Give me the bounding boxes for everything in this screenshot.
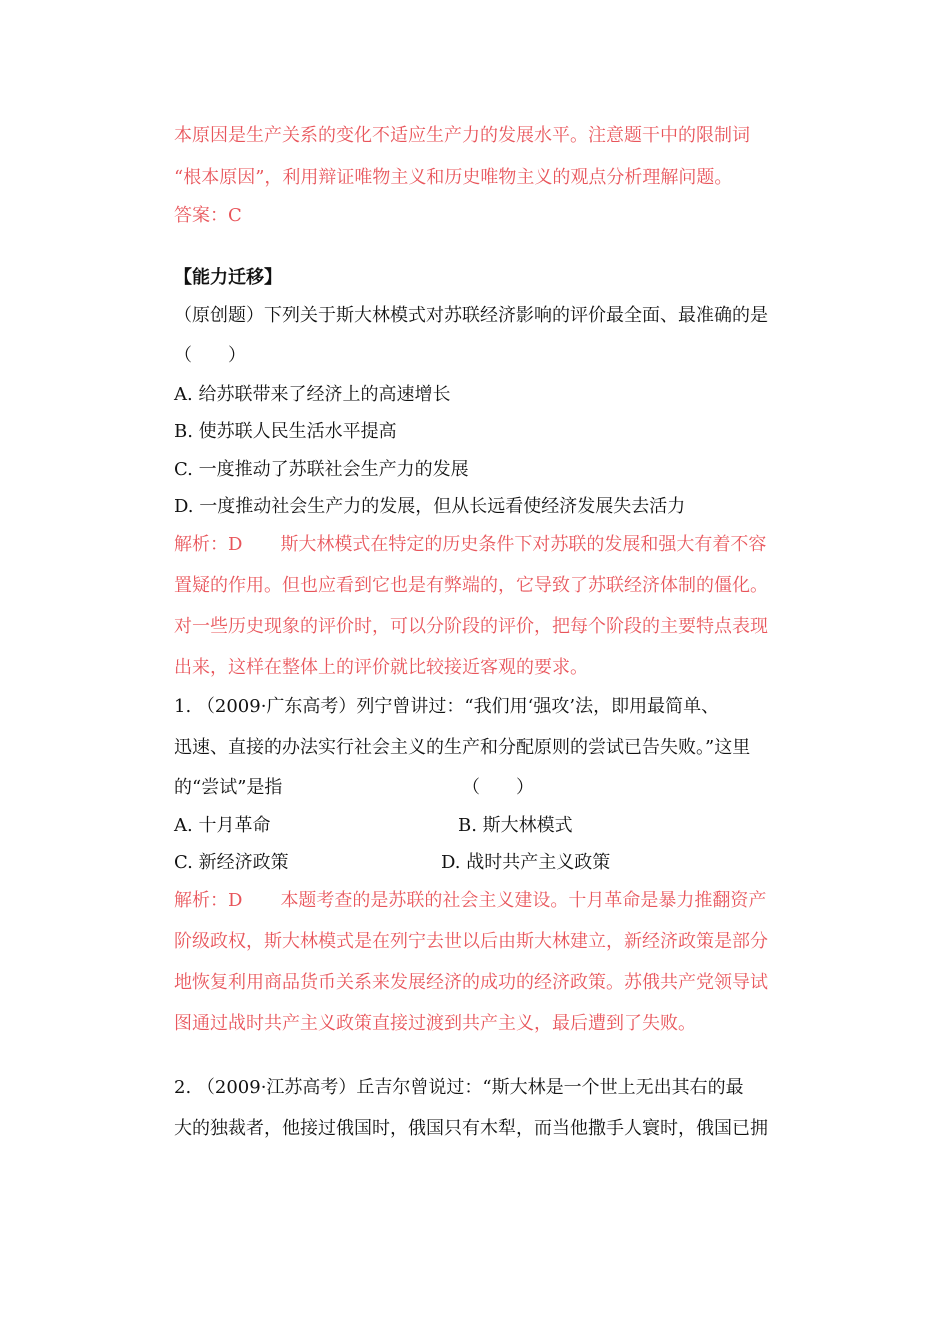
q0-analysis-line-3: 对一些历史现象的评价时，可以分阶段的评价，把每个阶段的主要特点表现 — [174, 616, 768, 637]
q1-analysis-text-1: 本题考查的是苏联的社会主义建设。十月革命是暴力推翻资产 — [280, 890, 767, 911]
q1-analysis-line-1 — [174, 889, 766, 913]
prev-analysis-line-2: “根本原因”，利用辩证唯物主义和历史唯物主义的观点分析理解问题。 — [174, 167, 733, 188]
q0-option-c: C. 一度推动了苏联社会生产力的发展 — [174, 459, 469, 480]
q0-analysis-line-1 — [174, 533, 766, 557]
q1-option-a: A. 十月革命 — [174, 815, 271, 836]
prev-analysis-line-1: 本原因是生产关系的变化不适应生产力的发展水平。注意题干中的限制词 — [174, 125, 750, 146]
q1-option-c: C. 新经济政策 — [174, 852, 289, 873]
q0-stem-line-2: （ ） — [174, 345, 246, 366]
q0-analysis-label: 解析：D — [174, 534, 243, 555]
q0-analysis-line-4: 出来，这样在整体上的评价就比较接近客观的要求。 — [174, 657, 588, 678]
q1-stem-line-2: 迅速、直接的办法实行社会主义的生产和分配原则的尝试已告失败。”这里 — [174, 737, 751, 758]
prev-answer: 答案：C — [174, 205, 242, 226]
q1-analysis-line-4: 图通过战时共产主义政策直接过渡到共产主义，最后遭到了失败。 — [174, 1013, 696, 1034]
q1-analysis-line-2: 阶级政权，斯大林模式是在列宁去世以后由斯大林建立，新经济政策是部分 — [174, 931, 768, 952]
q0-option-a: A. 给苏联带来了经济上的高速增长 — [174, 384, 451, 405]
q1-analysis-line-3: 地恢复利用商品货币关系来发展经济的成功的经济政策。苏俄共产党领导试 — [174, 972, 768, 993]
q1-answer-paren: （ ） — [462, 777, 534, 798]
q2-stem-line-1: 2. （2009·江苏高考）丘吉尔曾说过：“斯大林是一个世上无出其右的最 — [174, 1077, 744, 1098]
q0-analysis-line-2: 置疑的作用。但也应看到它也是有弊端的，它导致了苏联经济体制的僵化。 — [174, 575, 768, 596]
q1-option-b: B. 斯大林模式 — [458, 815, 573, 836]
q0-option-d: D. 一度推动社会生产力的发展，但从长远看使经济发展失去活力 — [174, 496, 686, 517]
q0-stem-line-1: （原创题）下列关于斯大林模式对苏联经济影响的评价最全面、最准确的是 — [174, 305, 768, 326]
q0-analysis-text-1: 斯大林模式在特定的历史条件下对苏联的发展和强大有着不容 — [280, 534, 767, 555]
q1-stem-line-1: 1. （2009·广东高考）列宁曾讲过：“我们用‘强攻’法，即用最简单、 — [174, 696, 720, 717]
q1-stem-line-3: 的“尝试”是指 — [174, 777, 283, 798]
q1-analysis-label: 解析：D — [174, 890, 243, 911]
section-title: 【能力迁移】 — [174, 267, 282, 288]
q0-option-b: B. 使苏联人民生活水平提高 — [174, 421, 397, 442]
q1-option-d: D. 战时共产主义政策 — [441, 852, 611, 873]
q2-stem-line-2: 大的独裁者，他接过俄国时，俄国只有木犁，而当他撒手人寰时，俄国已拥 — [174, 1118, 768, 1139]
